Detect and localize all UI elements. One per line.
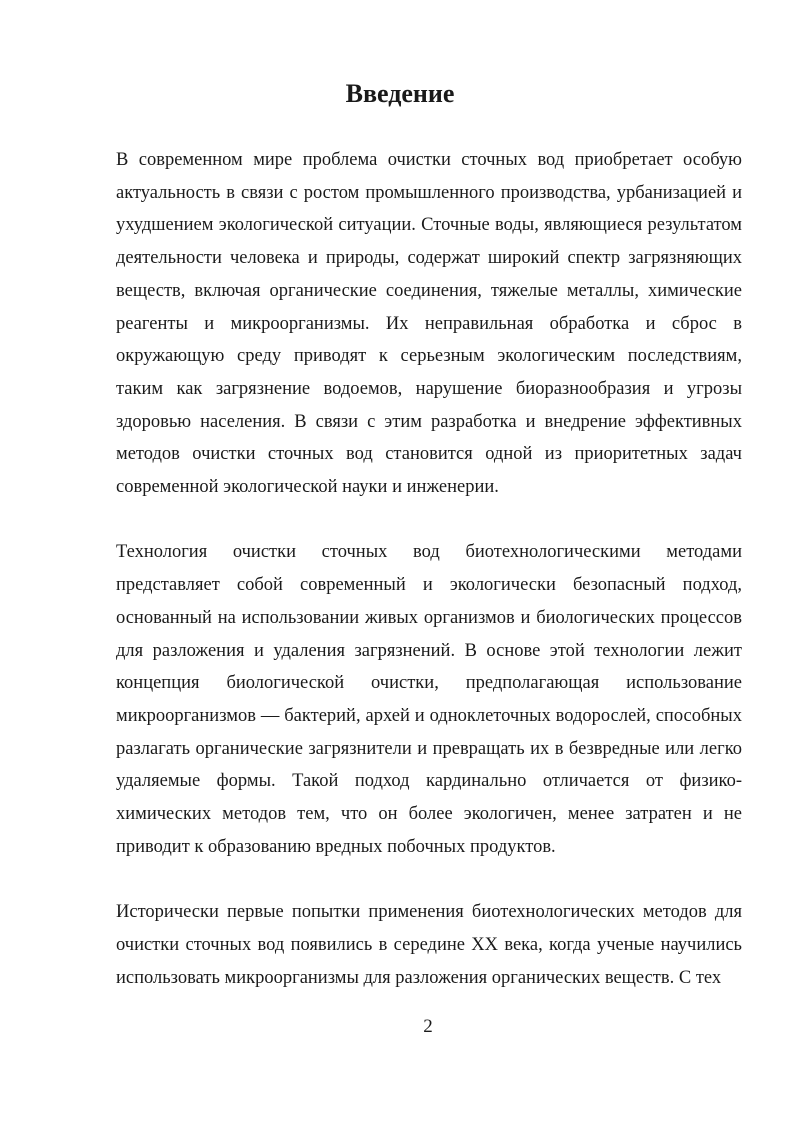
body-text <box>116 144 742 994</box>
page-number: 2 <box>423 1016 433 1037</box>
paragraph-1: В современном мире проблема очистки сточных вод приобретает особую актуальность в связи с ростом промышленного производства, урбанизацией и ухудшением экологической ситуации. Сточные воды, являющиеся результатом деятельности человека и природы, содержат широкий спектр загрязняющих веществ, включая органические соединения, тяжелые металлы, химические реагенты и микроорганизмы. Их неправильная обработка и сброс в окружающую среду приводят к серьезным экологическим последствиям, таким как загрязнение водоемов, нарушение биоразнообразия и угрозы здоровью населения. В связи с этим разработка и внедрение эффективных методов очистки сточных вод становится одной из приоритетных задач современной экологической науки и инженерии. <box>116 150 742 498</box>
paragraph-3: Исторически первые попытки применения биотехнологических методов для очистки сточных вод появились в середине XX века, когда ученые научились использовать микроорганизмы для разложения органических веществ. С тех <box>116 902 742 988</box>
page-title: Введение <box>345 79 455 108</box>
paragraph-2: Технология очистки сточных вод биотехнологическими методами представляет собой современный и экологически безопасный подход, основанный на использовании живых организмов и биологических процессов для разложения и удаления загрязнений. В основе этой технологии лежит концепция биологической очистки, предполагающая использование микроорганизмов — бактерий, архей и одноклеточных водорослей, способных разлагать органические загрязнители и превращать их в безвредные или легко удаляемые формы. Такой подход кардинально отличается от физико-химических методов тем, что он более экологичен, менее затратен и не приводит к образованию вредных побочных продуктов. <box>116 542 742 857</box>
